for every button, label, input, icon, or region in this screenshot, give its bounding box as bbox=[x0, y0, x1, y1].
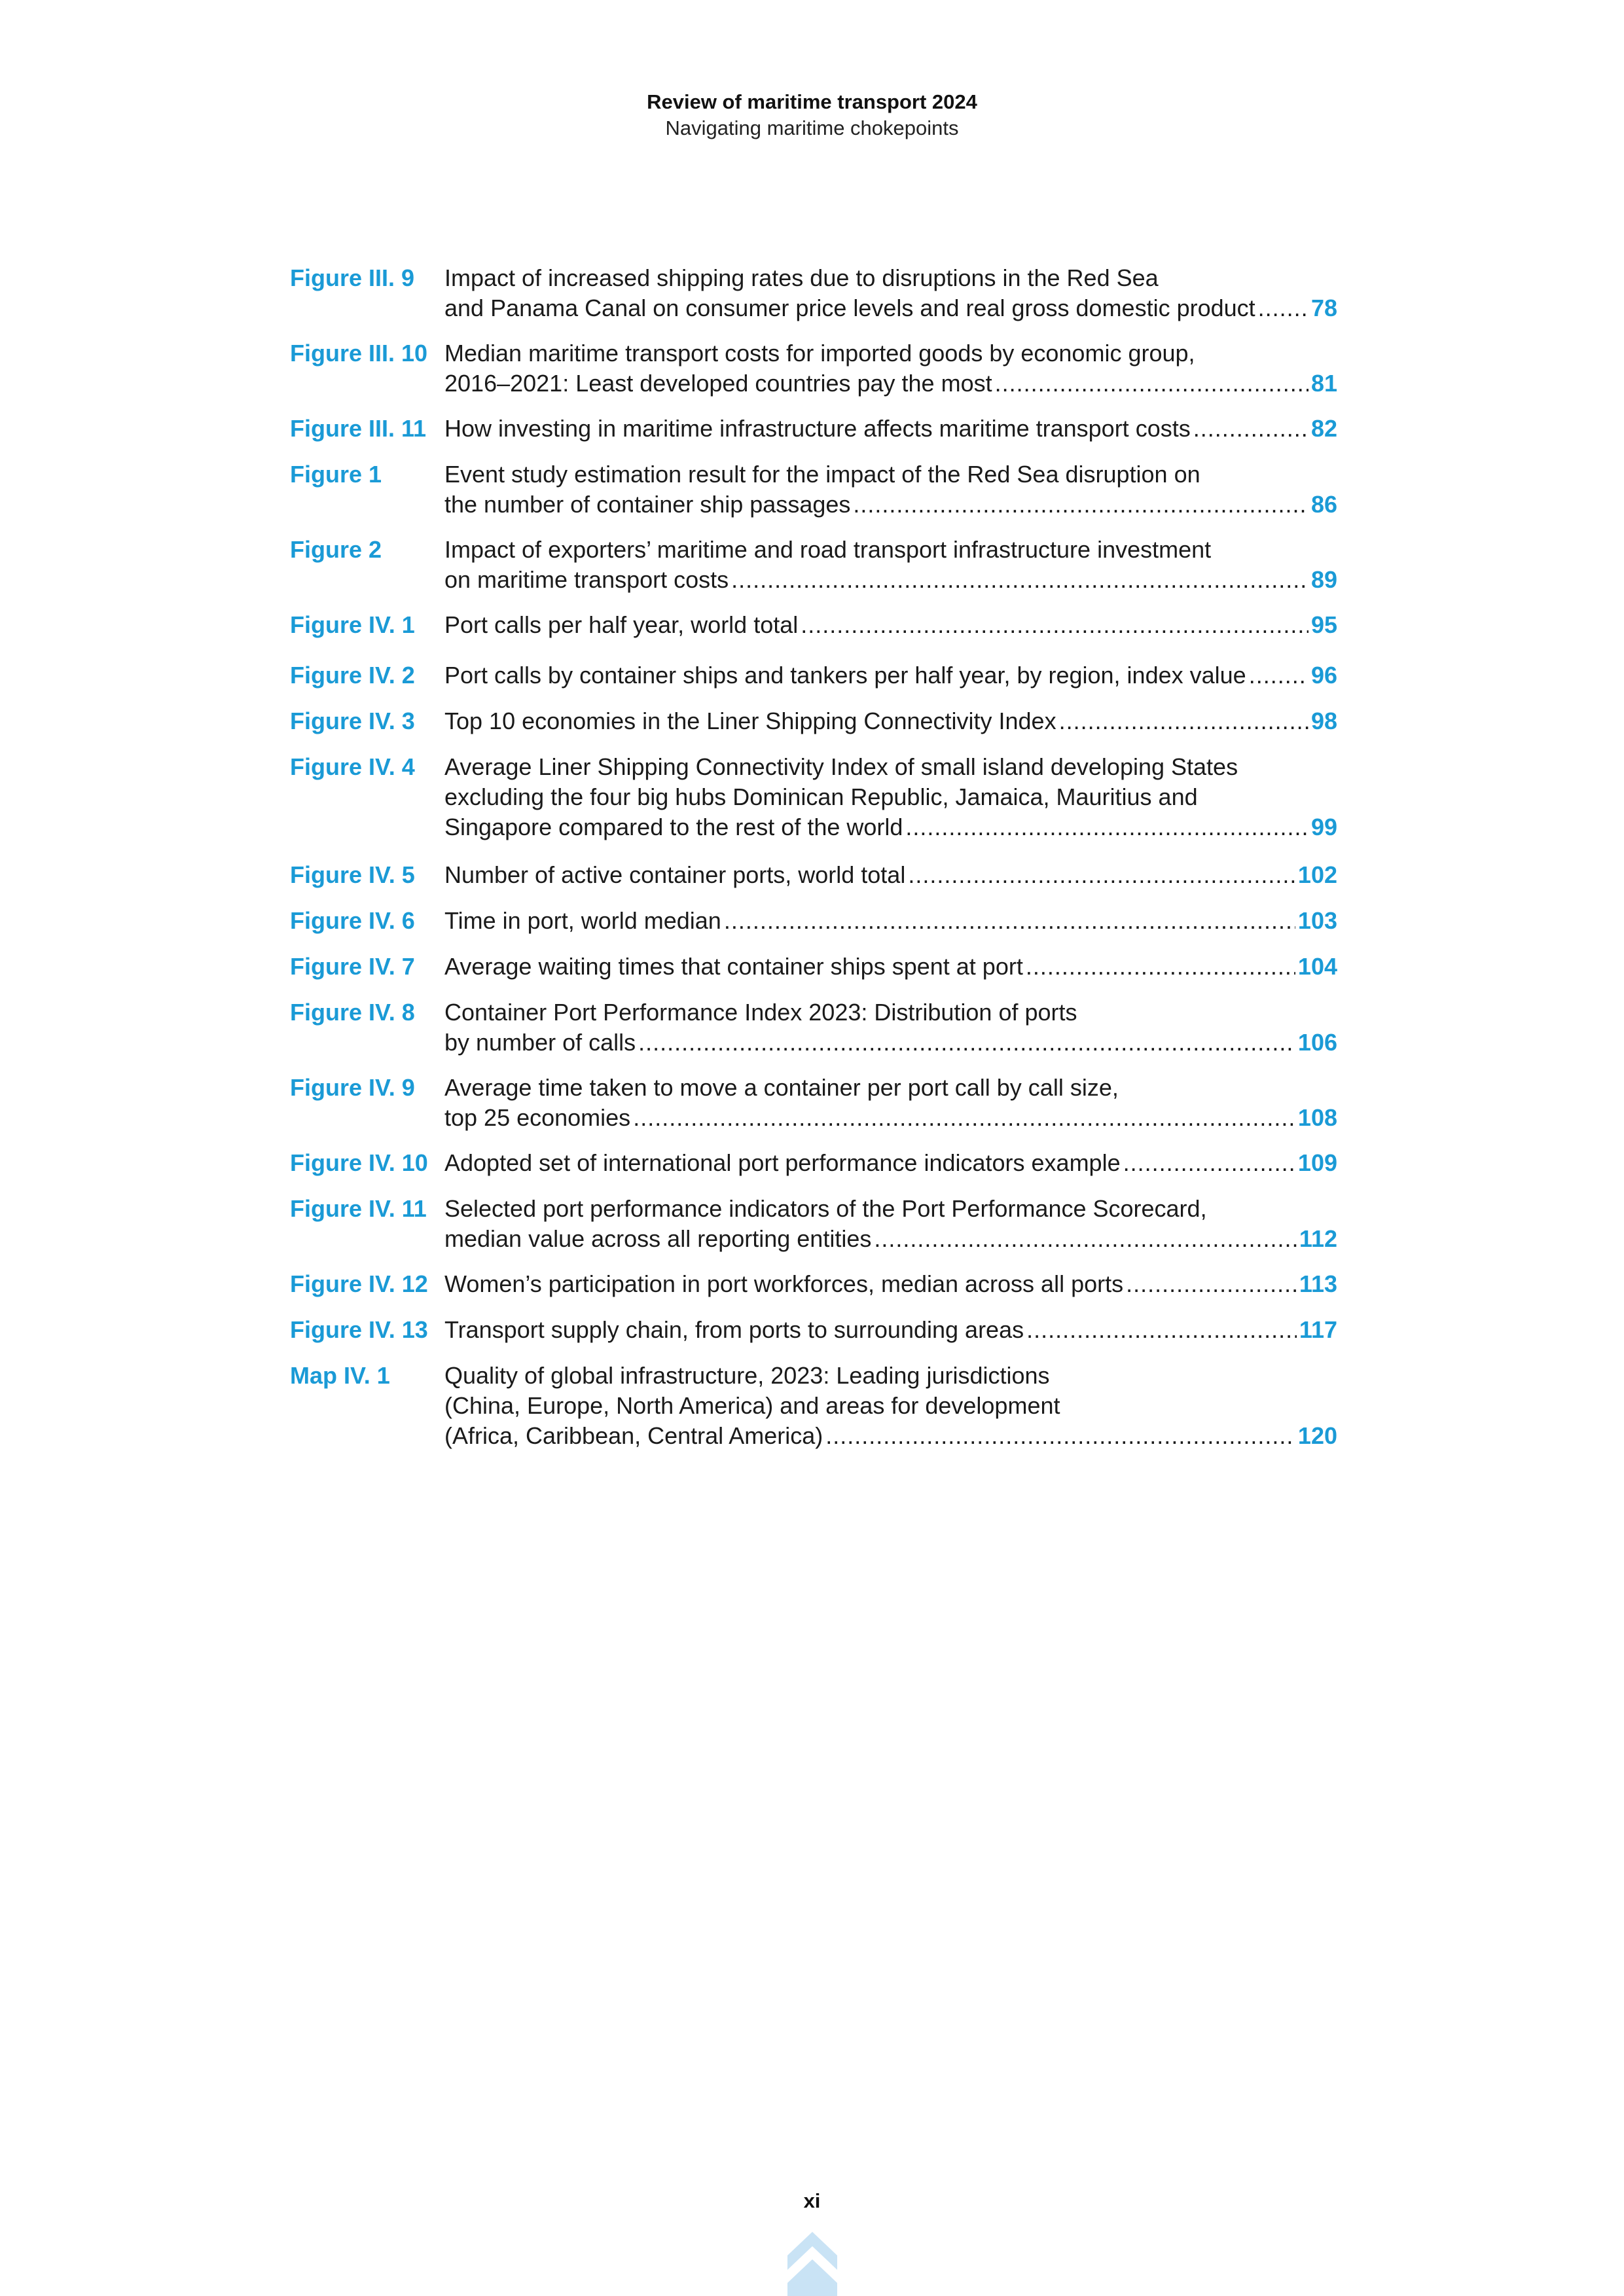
caption-line: Women’s participation in port workforces, median across all ports bbox=[444, 1270, 1124, 1297]
page-reference[interactable]: 103 bbox=[1297, 907, 1337, 934]
page-reference[interactable]: 78 bbox=[1310, 295, 1337, 321]
caption-last-line bbox=[444, 660, 1337, 691]
figure-caption bbox=[444, 706, 1337, 736]
page-reference[interactable]: 104 bbox=[1297, 953, 1337, 980]
figure-label: Figure IV. 3 bbox=[290, 708, 415, 734]
caption-line: and Panama Canal on consumer price levels and real gross domestic product bbox=[444, 295, 1255, 321]
caption-line: Top 10 economies in the Liner Shipping Connectivity Index bbox=[444, 708, 1056, 734]
caption-line: Average Liner Shipping Connectivity Index of small island developing States bbox=[444, 753, 1238, 780]
caption-line: excluding the four big hubs Dominican Republic, Jamaica, Mauritius and bbox=[444, 783, 1198, 810]
page-reference[interactable]: 117 bbox=[1299, 1316, 1337, 1343]
figure-label: Figure IV. 6 bbox=[290, 907, 415, 934]
caption-line: How investing in maritime infrastructure affects maritime transport costs bbox=[444, 415, 1191, 442]
figure-label: Figure III. 10 bbox=[290, 340, 428, 367]
figure-caption bbox=[444, 952, 1337, 982]
caption-line: top 25 economies bbox=[444, 1104, 631, 1131]
figure-caption bbox=[444, 414, 1337, 444]
figure-label: Figure IV. 9 bbox=[290, 1074, 415, 1101]
dot-leader bbox=[1249, 660, 1308, 691]
caption-line: Average waiting times that container ships spent at port bbox=[444, 953, 1023, 980]
dot-leader bbox=[801, 610, 1308, 640]
caption-last-line bbox=[444, 952, 1337, 982]
caption-line: Transport supply chain, from ports to surrounding areas bbox=[444, 1316, 1024, 1343]
figure-caption bbox=[444, 1315, 1337, 1345]
figure-caption bbox=[444, 660, 1337, 691]
page-reference[interactable]: 113 bbox=[1299, 1270, 1337, 1297]
figure-caption bbox=[444, 610, 1337, 640]
figure-label: Figure IV. 12 bbox=[290, 1270, 428, 1297]
figure-label: Figure 1 bbox=[290, 461, 382, 488]
caption-last-line bbox=[444, 1148, 1337, 1178]
caption-line: Container Port Performance Index 2023: Distribution of ports bbox=[444, 999, 1077, 1026]
dot-leader bbox=[638, 1028, 1295, 1058]
dot-leader bbox=[1258, 293, 1308, 323]
page-reference[interactable]: 89 bbox=[1310, 566, 1337, 593]
dot-leader bbox=[1026, 952, 1295, 982]
caption-last-line bbox=[444, 906, 1337, 936]
dot-leader bbox=[1123, 1148, 1295, 1178]
dot-leader bbox=[1126, 1269, 1297, 1299]
caption-line: Time in port, world median bbox=[444, 907, 721, 934]
page-reference[interactable]: 96 bbox=[1310, 662, 1337, 689]
caption-last-line bbox=[444, 1224, 1337, 1254]
caption-line: Adopted set of international port performance indicators example bbox=[444, 1149, 1121, 1176]
page-reference[interactable]: 81 bbox=[1310, 370, 1337, 397]
page-reference[interactable]: 102 bbox=[1297, 861, 1337, 888]
figure-caption bbox=[444, 1361, 1337, 1451]
caption-last-line bbox=[444, 490, 1337, 520]
figure-label: Figure IV. 10 bbox=[290, 1149, 428, 1176]
figure-caption bbox=[444, 263, 1337, 323]
caption-line: median value across all reporting entities bbox=[444, 1225, 872, 1252]
caption-last-line bbox=[444, 414, 1337, 444]
caption-last-line bbox=[444, 1103, 1337, 1133]
caption-line: by number of calls bbox=[444, 1029, 636, 1056]
running-header bbox=[0, 89, 1624, 141]
figure-caption bbox=[444, 1194, 1337, 1254]
figure-caption bbox=[444, 535, 1337, 595]
caption-last-line bbox=[444, 368, 1337, 399]
caption-last-line bbox=[444, 1028, 1337, 1058]
caption-last-line bbox=[444, 1315, 1337, 1345]
page-reference[interactable]: 82 bbox=[1310, 415, 1337, 442]
page-reference[interactable]: 120 bbox=[1297, 1422, 1337, 1449]
figure-caption bbox=[444, 1148, 1337, 1178]
caption-line: on maritime transport costs bbox=[444, 566, 729, 593]
dot-leader bbox=[1193, 414, 1308, 444]
caption-last-line bbox=[444, 860, 1337, 890]
page-reference[interactable]: 112 bbox=[1299, 1225, 1337, 1252]
figure-caption bbox=[444, 752, 1337, 842]
page-reference[interactable]: 108 bbox=[1297, 1104, 1337, 1131]
dot-leader bbox=[731, 565, 1308, 595]
figure-label: Map IV. 1 bbox=[290, 1362, 390, 1389]
figure-label: Figure IV. 5 bbox=[290, 861, 415, 888]
caption-last-line bbox=[444, 706, 1337, 736]
caption-line: Median maritime transport costs for imported goods by economic group, bbox=[444, 340, 1195, 367]
figure-label: Figure IV. 1 bbox=[290, 611, 415, 638]
caption-line: Selected port performance indicators of the Port Performance Scorecard, bbox=[444, 1195, 1207, 1222]
report-title: Review of maritime transport 2024 bbox=[647, 90, 977, 113]
dot-leader bbox=[1059, 706, 1308, 736]
dot-leader bbox=[724, 906, 1295, 936]
dot-leader bbox=[633, 1103, 1295, 1133]
caption-line: Average time taken to move a container per port call by call size, bbox=[444, 1074, 1119, 1101]
caption-line: (China, Europe, North America) and areas for development bbox=[444, 1392, 1060, 1419]
caption-line: Port calls by container ships and tankers per half year, by region, index value bbox=[444, 662, 1246, 689]
caption-line: the number of container ship passages bbox=[444, 491, 851, 518]
page-reference[interactable]: 99 bbox=[1310, 814, 1337, 840]
caption-line: Impact of exporters’ maritime and road transport infrastructure investment bbox=[444, 536, 1212, 563]
caption-last-line bbox=[444, 610, 1337, 640]
caption-line: 2016–2021: Least developed countries pay the most bbox=[444, 370, 992, 397]
caption-line: Quality of global infrastructure, 2023: Leading jurisdictions bbox=[444, 1362, 1050, 1389]
caption-line: Port calls per half year, world total bbox=[444, 611, 799, 638]
page-reference[interactable]: 106 bbox=[1297, 1029, 1337, 1056]
dot-leader bbox=[995, 368, 1308, 399]
figure-label: Figure IV. 8 bbox=[290, 999, 415, 1026]
figure-caption bbox=[444, 1269, 1337, 1299]
caption-line: Number of active container ports, world total bbox=[444, 861, 906, 888]
caption-line: Impact of increased shipping rates due to disruptions in the Red Sea bbox=[444, 264, 1159, 291]
page-reference[interactable]: 95 bbox=[1310, 611, 1337, 638]
dot-leader bbox=[1026, 1315, 1297, 1345]
figure-label: Figure IV. 2 bbox=[290, 662, 415, 689]
caption-line: (Africa, Caribbean, Central America) bbox=[444, 1422, 823, 1449]
page-number: xi bbox=[803, 2189, 821, 2212]
report-subtitle: Navigating maritime chokepoints bbox=[665, 117, 959, 139]
dot-leader bbox=[853, 490, 1308, 520]
figure-label: Figure IV. 7 bbox=[290, 953, 415, 980]
dot-leader bbox=[874, 1224, 1297, 1254]
caption-last-line bbox=[444, 1421, 1337, 1451]
caption-last-line bbox=[444, 293, 1337, 323]
page-reference[interactable]: 98 bbox=[1310, 708, 1337, 734]
chevron-up-icon[interactable] bbox=[787, 2232, 837, 2296]
figure-caption bbox=[444, 906, 1337, 936]
dot-leader bbox=[905, 812, 1308, 842]
page-reference[interactable]: 109 bbox=[1297, 1149, 1337, 1176]
figure-caption bbox=[444, 997, 1337, 1058]
figure-caption bbox=[444, 860, 1337, 890]
dot-leader bbox=[908, 860, 1295, 890]
caption-last-line bbox=[444, 565, 1337, 595]
caption-line: Singapore compared to the rest of the world bbox=[444, 814, 903, 840]
figure-label: Figure III. 11 bbox=[290, 415, 427, 442]
figure-caption bbox=[444, 459, 1337, 520]
caption-line: Event study estimation result for the impact of the Red Sea disruption on bbox=[444, 461, 1200, 488]
figure-label: Figure IV. 4 bbox=[290, 753, 415, 780]
dot-leader bbox=[825, 1421, 1295, 1451]
page-reference[interactable]: 86 bbox=[1310, 491, 1337, 518]
figure-caption bbox=[444, 338, 1337, 399]
figure-label: Figure III. 9 bbox=[290, 264, 415, 291]
figure-caption bbox=[444, 1073, 1337, 1133]
caption-last-line bbox=[444, 812, 1337, 842]
figure-label: Figure IV. 13 bbox=[290, 1316, 428, 1343]
figure-label: Figure 2 bbox=[290, 536, 382, 563]
figure-label: Figure IV. 11 bbox=[290, 1195, 427, 1222]
caption-last-line bbox=[444, 1269, 1337, 1299]
